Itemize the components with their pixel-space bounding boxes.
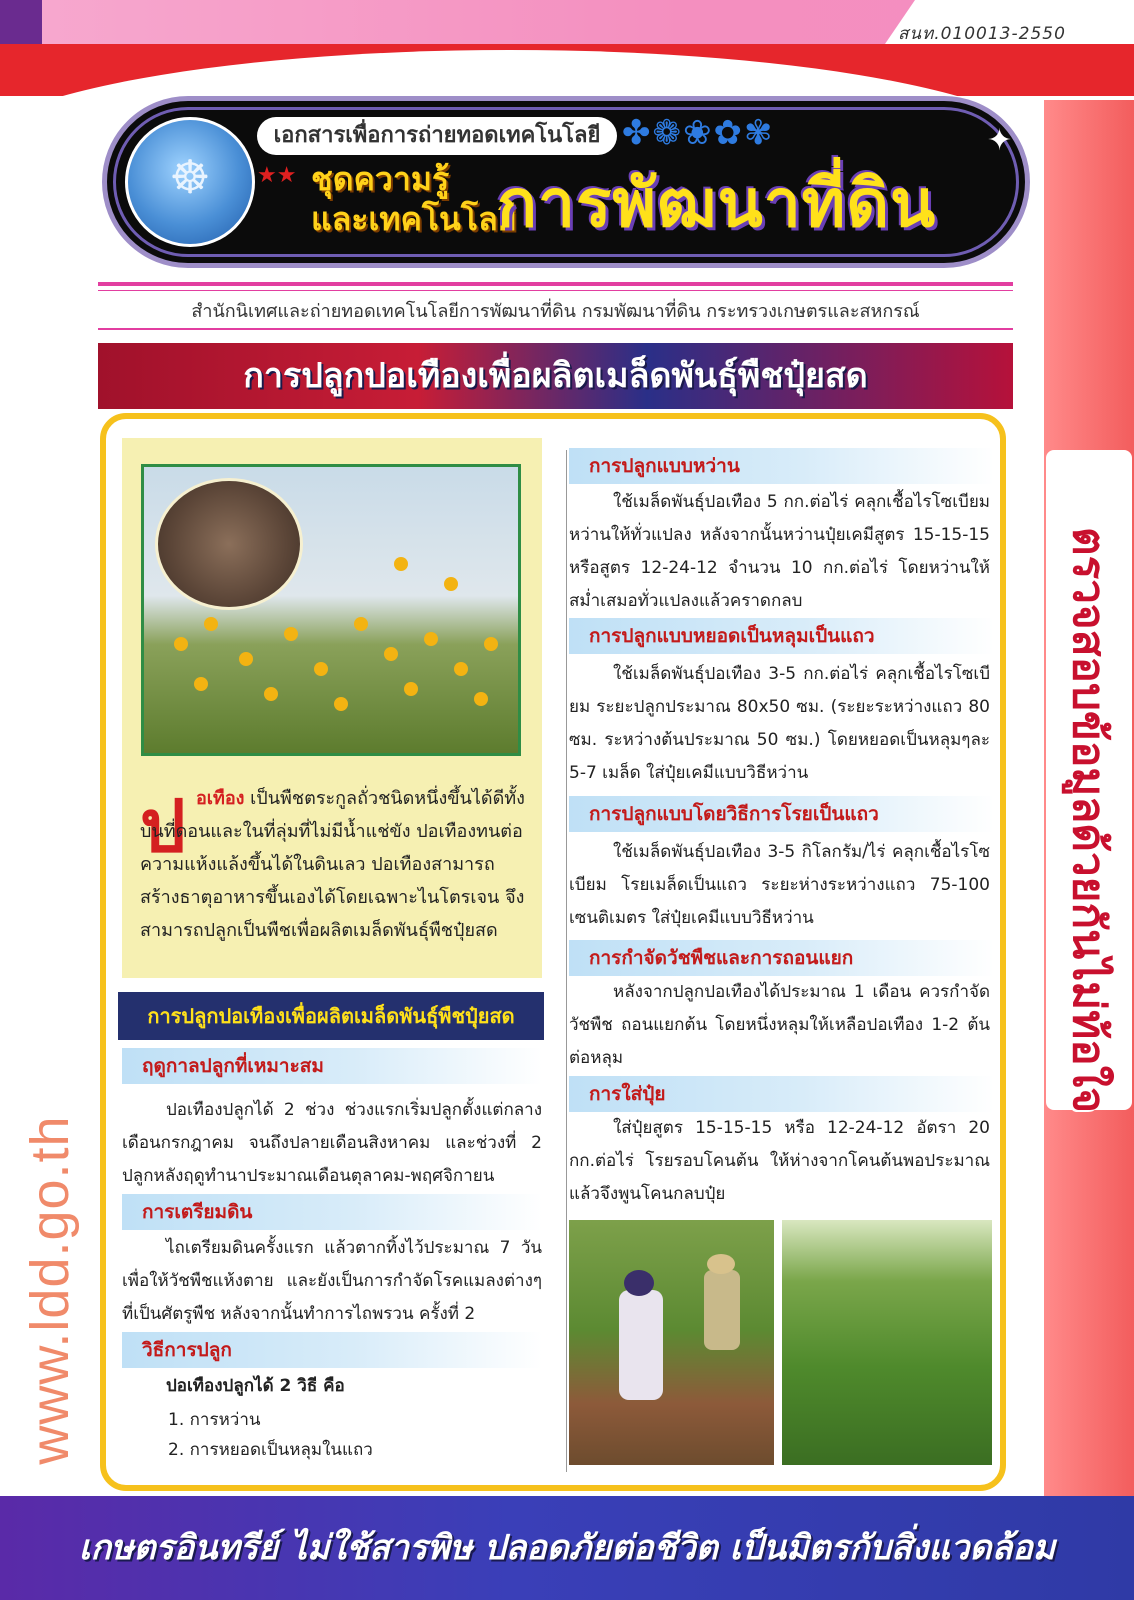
organization-line: สำนักนิเทศและถ่ายทอดเทคโนโลยีการพัฒนาที่ดิน กรมพัฒนาที่ดิน กระทรวงเกษตรและสหกรณ์ [191,301,920,322]
farmers-weeding-photo [569,1220,774,1465]
divider [98,282,1013,286]
method-lead: ปอเทืองปลูกได้ 2 วิธี คือ [166,1376,345,1396]
section-body: ใส่ปุ๋ยสูตร 15-15-15 หรือ 12-24-12 อัตรา 20 กก.ต่อไร่ โรยรอบโคนต้น ให้ห่างจากโคนต้นพอประมาณ แล้วจึงพูนโคนกลบปุ๋ย [569,1118,990,1204]
intro-paragraph [140,782,525,947]
divider [98,290,1013,291]
section-body: ปอเทืองปลูกได้ 2 ช่วง ช่วงแรกเริ่มปลูกตั้งแต่กลางเดือนกรกฎาคม จนถึงปลายเดือนสิงหาคม และช่วงที่ 2 ปลูกหลังฤดูทำนาประมาณเดือนตุลาคม-พฤศจิกายน [122,1100,542,1186]
section-heading: การปลูกแบบโดยวิธีการโรยเป็นแถว [569,796,994,832]
method-item: 2. การหยอดเป็นหลุมในแถว [168,1440,373,1460]
vertical-slogan: ตรวจสอบข้อมูลด้วยกันไม่ท้อใจ [1063,527,1114,1113]
document-code: สนท.010013-2550 [898,24,1066,44]
section-heading: การกำจัดวัชพืชและการถอนแยก [569,940,994,976]
intro-body: เป็นพืชตระกูลถั่วชนิดหนึ่งขึ้นได้ดีทั้งบนที่ดอนและในที่ลุ่มที่ไม่มีน้ำแช่ขัง ปอเทืองทนต่อความแห้งแล้งขึ้นได้ในดินเลว ปอเทืองสามารถสร้างธาตุอาหารขึ้นเองได้โดยเฉพาะไนโตรเจน จึงสามารถปลูกเป็นพืชเพื่อผลิตเมล็ดพันธุ์พืชปุ๋ยสด [140,788,525,941]
section-heading: การเตรียมดิน [122,1194,542,1230]
banner-subtitle: เอกสารเพื่อการถ่ายทอดเทคโนโลยี [257,117,617,155]
column-divider [566,450,567,1472]
main-title-band [98,343,1013,409]
ldd-logo [125,117,255,247]
url-box [0,1090,100,1490]
section-body: หลังจากปลูกปอเทืองได้ประมาณ 1 เดือน ควรกำจัดวัชพืช ถอนแยกต้น โดยหนึ่งหลุมให้เหลือปอเทือง 1-2 ต้นต่อหลุม [569,982,990,1068]
method-item: 1. การหว่าน [168,1410,261,1430]
bottom-slogan: เกษตรอินทรีย์ ไม่ใช้สารพิษ ปลอดภัยต่อชีวิต เป็นมิตรกับสิ่งแวดล้อม [78,1528,1056,1568]
deity-emblem-icon: ☸ [169,150,211,204]
header-banner [102,96,1030,268]
seeds-closeup-photo [155,478,303,610]
section-heading: การปลูกแบบหว่าน [569,448,994,484]
left-section-title: การปลูกปอเทืองเพื่อผลิตเมล็ดพันธุ์พืชปุ๋ยสด [118,992,544,1040]
sunn-hemp-growth-photo [782,1220,992,1465]
banner-title: การพัฒนาที่ดิน [497,165,937,242]
section-heading: การปลูกแบบหยอดเป็นหลุมเป็นแถว [569,618,994,654]
banner-series: ชุดความรู้ และเทคโนโลยี [311,160,517,238]
sparkle-icon: ✦ [987,123,1013,158]
section-heading: วิธีการปลูก [122,1332,542,1368]
divider [98,328,1013,330]
website-url[interactable]: www.ldd.go.th [20,1115,80,1465]
top-purple-tab [0,0,42,44]
section-body: ใช้เมล็ดพันธุ์ปอเทือง 3-5 กิโลกรัม/ไร่ คลุกเชื้อไรโซเบียม โรยเมล็ดเป็นแถว ระยะห่างระหว่างแถว 75-100 เซนติเมตร ใส่ปุ๋ยเคมีแบบวิธีหว่าน [569,842,990,928]
section-heading: การใส่ปุ๋ย [569,1076,994,1112]
star-icon: ★★ [257,163,297,188]
section-body: ใช้เมล็ดพันธุ์ปอเทือง 5 กก.ต่อไร่ คลุกเชื้อไรโซเบียม หว่านให้ทั่วแปลง หลังจากนั้นหว่านปุ๋ยเคมีสูตร 15-15-15 หรือสูตร 12-24-12 จำนวน 10 กก.ต่อไร่ โดยหว่านให้สม่ำเสมอทั่วแปลงแล้วคราดกลบ [569,492,990,611]
vertical-slogan-box [1044,470,1134,1170]
dropcap-letter: ป [140,783,186,868]
section-body: ใช้เมล็ดพันธุ์ปอเทือง 3-5 กก.ต่อไร่ คลุกเชื้อไรโซเบียม ระยะปลูกประมาณ 80x50 ซม. (ระยะระหว่างแถว 80 ซม. ระหว่างต้นประมาณ 50 ซม.) โดยหยอดเป็นหลุมๆละ 5-7 เมล็ด ใส่ปุ๋ยเคมีแบบวิธีหว่าน [569,664,990,783]
intro-keyword: อเทือง [196,788,245,809]
main-title: การปลูกปอเทืองเพื่อผลิตเมล็ดพันธุ์พืชปุ๋ยสด [243,356,868,396]
section-body: ไถเตรียมดินครั้งแรก แล้วตากทิ้งไว้ประมาณ 7 วัน เพื่อให้วัชพืชแห้งตาย และยังเป็นการกำจัดโรคแมลงต่างๆ ที่เป็นศัตรูพืช หลังจากนั้นทำการไถพรวน ครั้งที่ 2 [122,1238,542,1324]
flower-ornament-icon: ✤❁❀✿✾ [622,113,775,153]
section-heading: ฤดูกาลปลูกที่เหมาะสม [122,1048,542,1084]
